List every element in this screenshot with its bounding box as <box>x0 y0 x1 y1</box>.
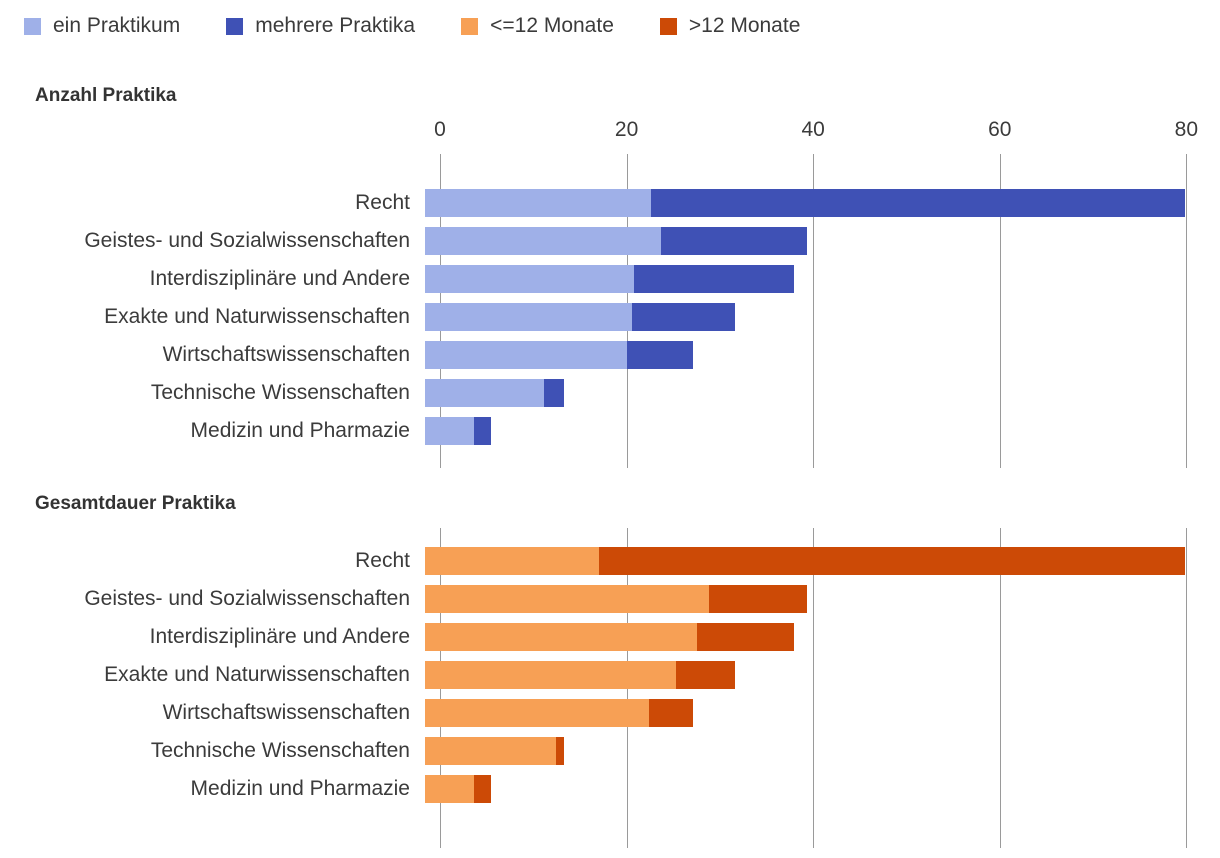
category-label: Wirtschaftswissenschaften <box>162 701 410 724</box>
bar-segment <box>649 699 693 727</box>
bar-track <box>425 374 1220 412</box>
bar-track <box>425 618 1220 656</box>
bar-segment <box>425 775 474 803</box>
bar-row <box>0 694 1220 732</box>
category-label: Geistes- und Sozialwissenschaften <box>84 587 410 610</box>
legend-label: <=12 Monate <box>490 14 614 37</box>
legend-item-mehrere-praktika <box>226 14 415 38</box>
legend-label: ein Praktikum <box>53 14 181 37</box>
category-label: Recht <box>355 549 410 572</box>
bar-track <box>425 694 1220 732</box>
category-label: Recht <box>355 191 410 214</box>
x-axis-tick-label: 40 <box>801 118 825 141</box>
bar-track <box>425 412 1220 450</box>
bar-track <box>425 732 1220 770</box>
legend-item-bis-12-monate <box>461 14 614 38</box>
category-label: Interdisziplinäre und Andere <box>149 267 410 290</box>
category-label: Exakte und Naturwissenschaften <box>104 663 410 686</box>
chart-legend <box>24 14 846 38</box>
bar-rows-anzahl <box>0 184 1220 450</box>
bar-track <box>425 260 1220 298</box>
bar-track <box>425 184 1220 222</box>
legend-swatch-icon <box>24 18 41 35</box>
bar-row <box>0 374 1220 412</box>
bar-segment <box>632 303 735 331</box>
legend-swatch-icon <box>226 18 243 35</box>
bar-track <box>425 656 1220 694</box>
bar-track <box>425 298 1220 336</box>
bar-segment <box>425 547 599 575</box>
bar-segment <box>627 341 693 369</box>
bar-segment <box>425 417 474 445</box>
bar-track <box>425 336 1220 374</box>
category-label: Interdisziplinäre und Andere <box>149 625 410 648</box>
x-axis-tick-label: 20 <box>614 118 639 141</box>
bar-track <box>425 770 1220 808</box>
bar-segment <box>676 661 735 689</box>
bar-row <box>0 542 1220 580</box>
bar-segment <box>425 189 651 217</box>
bar-segment <box>425 661 676 689</box>
bar-row <box>0 298 1220 336</box>
x-axis-tick-label: 80 <box>1174 118 1199 141</box>
bar-track <box>425 222 1220 260</box>
category-label: Technische Wissenschaften <box>150 381 410 404</box>
bar-segment <box>556 737 564 765</box>
bar-row <box>0 336 1220 374</box>
bar-segment <box>425 699 649 727</box>
chart-panel-gesamtdauer-praktika <box>0 528 1220 848</box>
category-label: Wirtschaftswissenschaften <box>162 343 410 366</box>
bar-segment <box>651 189 1186 217</box>
bar-segment <box>697 623 794 651</box>
bar-segment <box>425 379 544 407</box>
legend-item-ein-praktikum <box>24 14 180 38</box>
bar-segment <box>425 265 634 293</box>
bar-segment <box>544 379 564 407</box>
bar-row <box>0 260 1220 298</box>
category-label: Medizin und Pharmazie <box>190 777 410 800</box>
bar-row <box>0 656 1220 694</box>
panel-title-anzahl-praktika: Anzahl Praktika <box>35 85 177 106</box>
bar-row <box>0 184 1220 222</box>
category-label: Medizin und Pharmazie <box>190 419 410 442</box>
bar-segment <box>425 737 556 765</box>
legend-label: >12 Monate <box>688 14 801 37</box>
bar-row <box>0 580 1220 618</box>
bar-row <box>0 412 1220 450</box>
category-label: Exakte und Naturwissenschaften <box>104 305 410 328</box>
bar-track <box>425 542 1220 580</box>
category-label: Geistes- und Sozialwissenschaften <box>84 229 410 252</box>
bar-segment <box>474 775 491 803</box>
bar-segment <box>425 623 697 651</box>
x-axis-tick-label: 60 <box>988 118 1012 141</box>
bar-segment <box>425 227 661 255</box>
bar-row <box>0 732 1220 770</box>
legend-swatch-icon <box>660 18 677 35</box>
chart-panel-anzahl-praktika <box>0 118 1220 468</box>
panel-title-gesamtdauer-praktika: Gesamtdauer Praktika <box>35 493 236 514</box>
bar-segment <box>709 585 807 613</box>
bar-segment <box>425 341 627 369</box>
legend-item-ueber-12-monate <box>660 14 801 38</box>
bar-track <box>425 580 1220 618</box>
bar-segment <box>661 227 807 255</box>
bar-segment <box>425 303 632 331</box>
bar-rows-dauer <box>0 542 1220 808</box>
bar-segment <box>474 417 492 445</box>
x-axis-tick-label: 0 <box>434 118 446 141</box>
bar-row <box>0 618 1220 656</box>
legend-swatch-icon <box>461 18 478 35</box>
bar-row <box>0 770 1220 808</box>
bar-segment <box>425 585 709 613</box>
bar-segment <box>599 547 1186 575</box>
bar-segment <box>634 265 794 293</box>
bar-row <box>0 222 1220 260</box>
category-label: Technische Wissenschaften <box>150 739 410 762</box>
legend-label: mehrere Praktika <box>255 14 416 37</box>
